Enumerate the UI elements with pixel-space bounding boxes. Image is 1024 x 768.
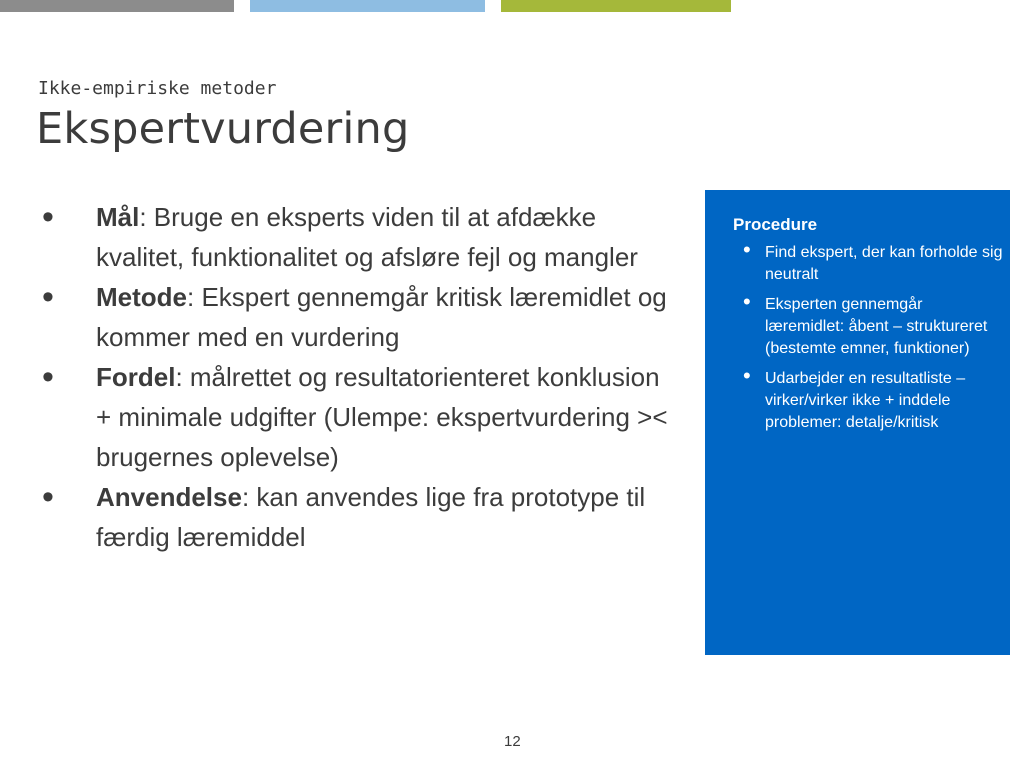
bullet-term: Fordel bbox=[96, 362, 176, 392]
slide-subtitle: Ikke-empiriske metoder bbox=[38, 78, 277, 99]
bullet-term: Mål bbox=[96, 202, 140, 232]
procedure-item-text: Udarbejder en resultatliste – virker/virker ikke + inddele problemer: detalje/kritisk bbox=[765, 370, 966, 431]
bullet-dot-icon: • bbox=[42, 358, 54, 396]
bullet-text: : Ekspert gennemgår kritisk læremidlet og kommer med en vurdering bbox=[96, 282, 667, 352]
bullet-fordel bbox=[36, 357, 676, 477]
main-bullet-list bbox=[36, 197, 676, 557]
page-number: 12 bbox=[504, 733, 521, 750]
top-bar-gray bbox=[0, 0, 234, 12]
bullet-dot-icon: • bbox=[42, 198, 54, 236]
procedure-panel bbox=[705, 190, 1010, 655]
bullet-term: Metode bbox=[96, 282, 187, 312]
bullet-text: : kan anvendes lige fra prototype til færdig læremiddel bbox=[96, 482, 646, 552]
procedure-item bbox=[733, 237, 1003, 286]
bullet-dot-icon: • bbox=[743, 363, 751, 388]
procedure-item-text: Find ekspert, der kan forholde sig neutralt bbox=[765, 244, 1003, 283]
top-bar-green bbox=[501, 0, 731, 12]
bullet-anvendelse bbox=[36, 477, 676, 557]
bullet-term: Anvendelse bbox=[96, 482, 242, 512]
top-bar-blue bbox=[250, 0, 485, 12]
bullet-dot-icon: • bbox=[42, 478, 54, 516]
procedure-item-text: Eksperten gennemgår læremidlet: åbent – struktureret (bestemte emner, funktioner) bbox=[765, 296, 988, 357]
bullet-dot-icon: • bbox=[743, 289, 751, 314]
procedure-list bbox=[733, 237, 1003, 442]
bullet-dot-icon: • bbox=[42, 278, 54, 316]
bullet-text: : Bruge en eksperts viden til at afdække kvalitet, funktionalitet og afsløre fejl og mangler bbox=[96, 202, 638, 272]
bullet-text: : målrettet og resultatorienteret konklusion + minimale udgifter (Ulempe: ekspertvurdering >< brugernes oplevelse) bbox=[96, 362, 668, 472]
procedure-heading: Procedure bbox=[733, 215, 818, 234]
bullet-maal bbox=[36, 197, 676, 277]
procedure-item bbox=[733, 363, 1003, 434]
bullet-metode bbox=[36, 277, 676, 357]
slide-title: Ekspertvurdering bbox=[36, 104, 410, 154]
bullet-dot-icon: • bbox=[743, 237, 751, 262]
procedure-item bbox=[733, 289, 1003, 360]
